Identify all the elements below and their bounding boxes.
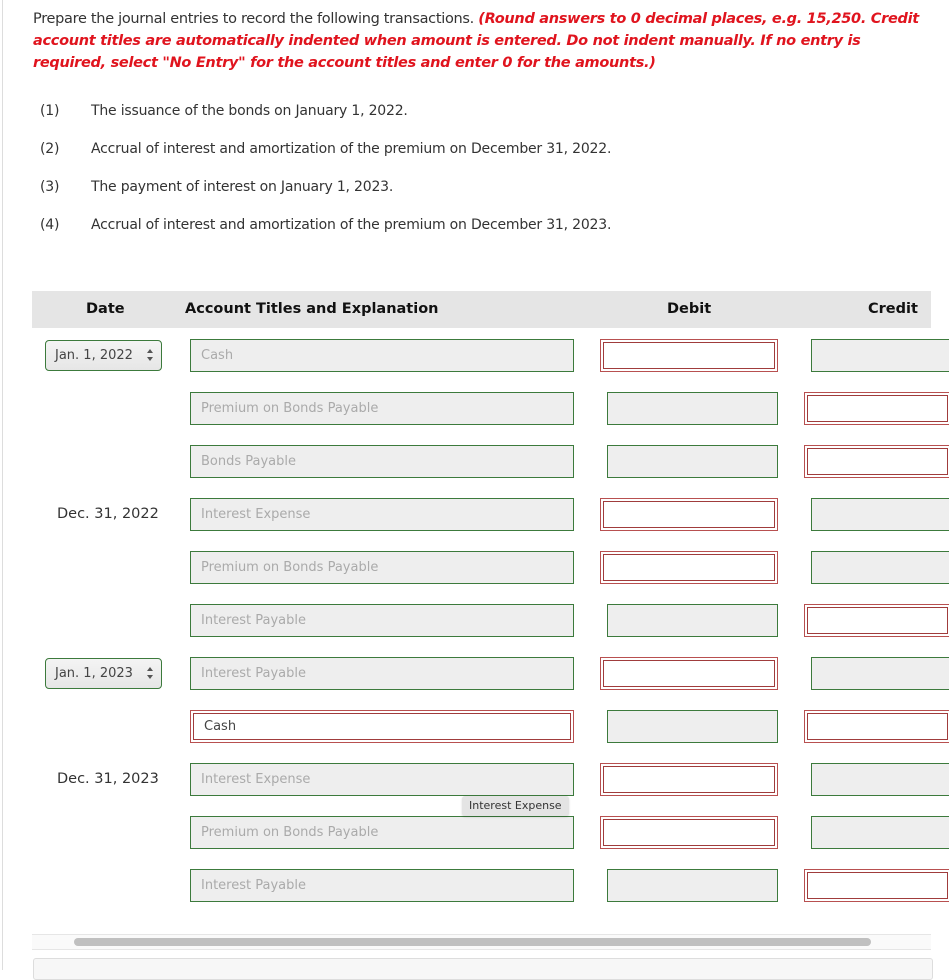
credit-amount-value xyxy=(807,395,948,422)
header-account: Account Titles and Explanation xyxy=(185,301,439,317)
transaction-item xyxy=(40,103,690,125)
account-title-value: Premium on Bonds Payable xyxy=(201,825,379,840)
credit-amount-field[interactable] xyxy=(811,763,949,796)
transaction-text: The issuance of the bonds on January 1, 2022. xyxy=(91,103,408,119)
account-title-field[interactable] xyxy=(190,445,574,478)
account-title-value: Interest Expense xyxy=(201,772,311,787)
debit-amount-field[interactable] xyxy=(607,869,778,902)
account-title-field[interactable] xyxy=(190,763,574,796)
journal-row xyxy=(0,339,949,373)
debit-amount-field[interactable] xyxy=(600,763,778,796)
tooltip: Interest Expense xyxy=(462,796,569,816)
account-title-field[interactable] xyxy=(190,816,574,849)
bottom-panel xyxy=(33,958,933,980)
instructions-note: (Round answers to 0 decimal places, e.g. 15,250. Credit account titles are automatically indented when amount is entered. Do not indent manually. If no entry is required, select "No Entry" for the account titles and enter 0 for the amounts.) xyxy=(33,11,919,71)
transaction-text: Accrual of interest and amortization of the premium on December 31, 2022. xyxy=(91,141,612,157)
credit-amount-field[interactable] xyxy=(804,445,949,478)
date-select-value: Jan. 1, 2022 xyxy=(55,348,133,363)
debit-amount-value xyxy=(603,766,775,793)
credit-amount-field[interactable] xyxy=(804,604,949,637)
credit-amount-field[interactable] xyxy=(804,392,949,425)
horizontal-scrollbar[interactable] xyxy=(32,934,931,950)
debit-amount-value xyxy=(603,554,775,581)
debit-amount-field[interactable] xyxy=(607,604,778,637)
account-title-field[interactable] xyxy=(190,869,574,902)
credit-amount-field[interactable] xyxy=(804,710,949,743)
account-title-value: Bonds Payable xyxy=(201,454,297,469)
account-title-field[interactable] xyxy=(190,657,574,690)
transaction-number: (1) xyxy=(40,103,60,119)
account-title-value: Interest Payable xyxy=(201,878,306,893)
account-title-field[interactable] xyxy=(190,551,574,584)
debit-amount-value xyxy=(603,501,775,528)
transaction-item xyxy=(40,217,690,239)
transaction-number: (2) xyxy=(40,141,60,157)
transaction-number: (4) xyxy=(40,217,60,233)
credit-amount-value xyxy=(807,448,948,475)
account-title-field[interactable] xyxy=(190,710,574,743)
credit-amount-value xyxy=(807,713,948,740)
header-debit: Debit xyxy=(667,301,712,317)
debit-amount-field[interactable] xyxy=(600,498,778,531)
debit-amount-field[interactable] xyxy=(600,339,778,372)
credit-amount-field[interactable] xyxy=(811,498,949,531)
date-select[interactable] xyxy=(45,658,162,689)
transaction-text: The payment of interest on January 1, 2023. xyxy=(91,179,394,195)
account-title-value: Interest Expense xyxy=(201,507,311,522)
credit-amount-field[interactable] xyxy=(811,657,949,690)
account-title-value: Interest Payable xyxy=(201,666,306,681)
transaction-number: (3) xyxy=(40,179,60,195)
debit-amount-value xyxy=(603,660,775,687)
account-title-value: Cash xyxy=(201,348,234,363)
debit-amount-field[interactable] xyxy=(607,445,778,478)
journal-row xyxy=(0,604,949,638)
debit-amount-value xyxy=(603,819,775,846)
journal-row xyxy=(0,392,949,426)
transaction-item xyxy=(40,141,690,163)
debit-amount-field[interactable] xyxy=(600,816,778,849)
scrollbar-thumb[interactable] xyxy=(74,938,871,946)
journal-table-header xyxy=(32,291,931,328)
header-credit: Credit xyxy=(868,301,918,317)
instructions-lead: Prepare the journal entries to record the following transactions. xyxy=(33,11,479,27)
select-arrows-icon xyxy=(147,349,153,361)
journal-row xyxy=(0,657,949,691)
account-title-value: Premium on Bonds Payable xyxy=(201,560,379,575)
select-arrows-icon xyxy=(147,667,153,679)
date-label: Dec. 31, 2023 xyxy=(57,771,159,787)
account-title-value: Interest Payable xyxy=(201,613,306,628)
date-select-value: Jan. 1, 2023 xyxy=(55,666,133,681)
account-title-value: Cash xyxy=(193,713,571,740)
journal-row xyxy=(0,869,949,903)
journal-row xyxy=(0,763,949,797)
debit-amount-value xyxy=(603,342,775,369)
credit-amount-field[interactable] xyxy=(811,816,949,849)
account-title-field[interactable] xyxy=(190,498,574,531)
journal-row xyxy=(0,445,949,479)
debit-amount-field[interactable] xyxy=(607,392,778,425)
credit-amount-value xyxy=(807,607,948,634)
header-date: Date xyxy=(86,301,125,317)
transaction-item xyxy=(40,179,690,201)
transaction-text: Accrual of interest and amortization of the premium on December 31, 2023. xyxy=(91,217,612,233)
credit-amount-field[interactable] xyxy=(811,339,949,372)
credit-amount-value xyxy=(807,872,948,899)
journal-row xyxy=(0,816,949,850)
debit-amount-field[interactable] xyxy=(607,710,778,743)
journal-row xyxy=(0,551,949,585)
journal-row xyxy=(0,710,949,744)
account-title-field[interactable] xyxy=(190,604,574,637)
credit-amount-field[interactable] xyxy=(811,551,949,584)
account-title-value: Premium on Bonds Payable xyxy=(201,401,379,416)
credit-amount-field[interactable] xyxy=(804,869,949,902)
debit-amount-field[interactable] xyxy=(600,551,778,584)
account-title-field[interactable] xyxy=(190,392,574,425)
debit-amount-field[interactable] xyxy=(600,657,778,690)
instructions xyxy=(33,8,933,74)
date-label: Dec. 31, 2022 xyxy=(57,506,159,522)
date-select[interactable] xyxy=(45,340,162,371)
account-title-field[interactable] xyxy=(190,339,574,372)
journal-row xyxy=(0,498,949,532)
